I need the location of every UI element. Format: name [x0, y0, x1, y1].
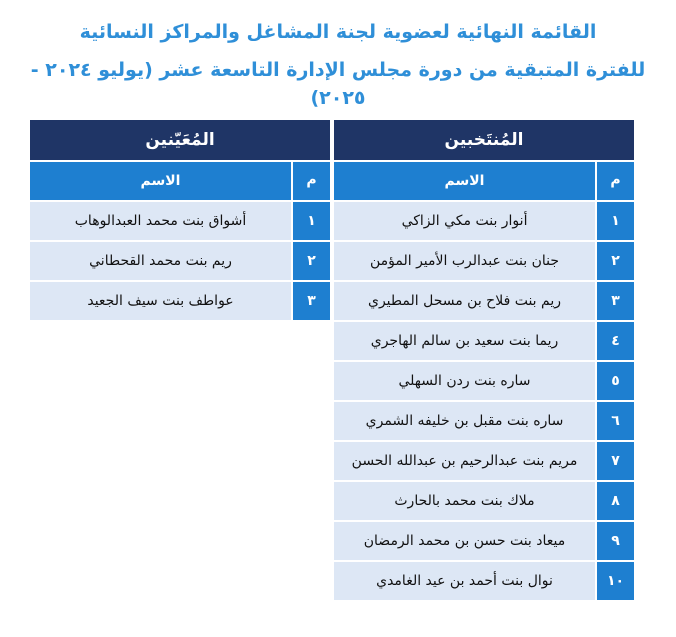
table-row [334, 482, 634, 520]
table-row [334, 282, 634, 320]
elected-col-name: الاسم [334, 162, 595, 200]
member-name: مريم بنت عبدالرحيم بن عبدالله الحسن [334, 442, 595, 480]
row-number: ٩ [597, 522, 634, 560]
table-row [334, 362, 634, 400]
member-name: ريما بنت سعيد بن سالم الهاجري [334, 322, 595, 360]
row-number: ٦ [597, 402, 634, 440]
row-number: ٢ [597, 242, 634, 280]
row-number: ٣ [597, 282, 634, 320]
row-number: ٥ [597, 362, 634, 400]
appointed-col-num: م [293, 162, 330, 200]
row-number: ٣ [293, 282, 330, 320]
elected-table [334, 120, 634, 600]
elected-col-num: م [597, 162, 634, 200]
member-name: عواطف بنت سيف الجعيد [30, 282, 291, 320]
table-row [334, 242, 634, 280]
page-title-line-1: القائمة النهائية لعضوية لجنة المشاغل والمراكز النسائية [79, 21, 597, 43]
table-row [334, 402, 634, 440]
table-row [334, 562, 634, 600]
row-number: ١ [293, 202, 330, 240]
appointed-header: المُعَيّنين [30, 120, 330, 160]
row-number: ١٠ [597, 562, 634, 600]
table-row [334, 442, 634, 480]
member-name: جنان بنت عبدالرب الأمير المؤمن [334, 242, 595, 280]
elected-header: المُنتَخبين [334, 120, 634, 160]
table-row [334, 202, 634, 240]
member-name: ساره بنت مقبل بن خليفه الشمري [334, 402, 595, 440]
member-name: أشواق بنت محمد العبدالوهاب [30, 202, 291, 240]
row-number: ٨ [597, 482, 634, 520]
member-name: أنوار بنت مكي الزاكي [334, 202, 595, 240]
appointed-table [30, 120, 330, 320]
elected-column-headers [334, 162, 634, 200]
member-name: ريم بنت محمد القحطاني [30, 242, 291, 280]
table-row [334, 522, 634, 560]
member-name: نوال بنت أحمد بن عيد الغامدي [334, 562, 595, 600]
table-row [30, 202, 330, 240]
page-title-line-2: للفترة المتبقية من دورة مجلس الإدارة التاسعة عشر (يوليو ٢٠٢٤ - ٢٠٢٥) [30, 59, 646, 109]
table-row [334, 322, 634, 360]
row-number: ٢ [293, 242, 330, 280]
member-name: ميعاد بنت حسن بن محمد الرمضان [334, 522, 595, 560]
row-number: ٧ [597, 442, 634, 480]
appointed-col-name: الاسم [30, 162, 291, 200]
appointed-column-headers [30, 162, 330, 200]
table-row [30, 242, 330, 280]
member-name: ريم بنت فلاح بن مسحل المطيري [334, 282, 595, 320]
row-number: ٤ [597, 322, 634, 360]
member-name: ملاك بنت محمد بالحارث [334, 482, 595, 520]
table-row [30, 282, 330, 320]
member-name: ساره بنت ردن السهلي [334, 362, 595, 400]
row-number: ١ [597, 202, 634, 240]
